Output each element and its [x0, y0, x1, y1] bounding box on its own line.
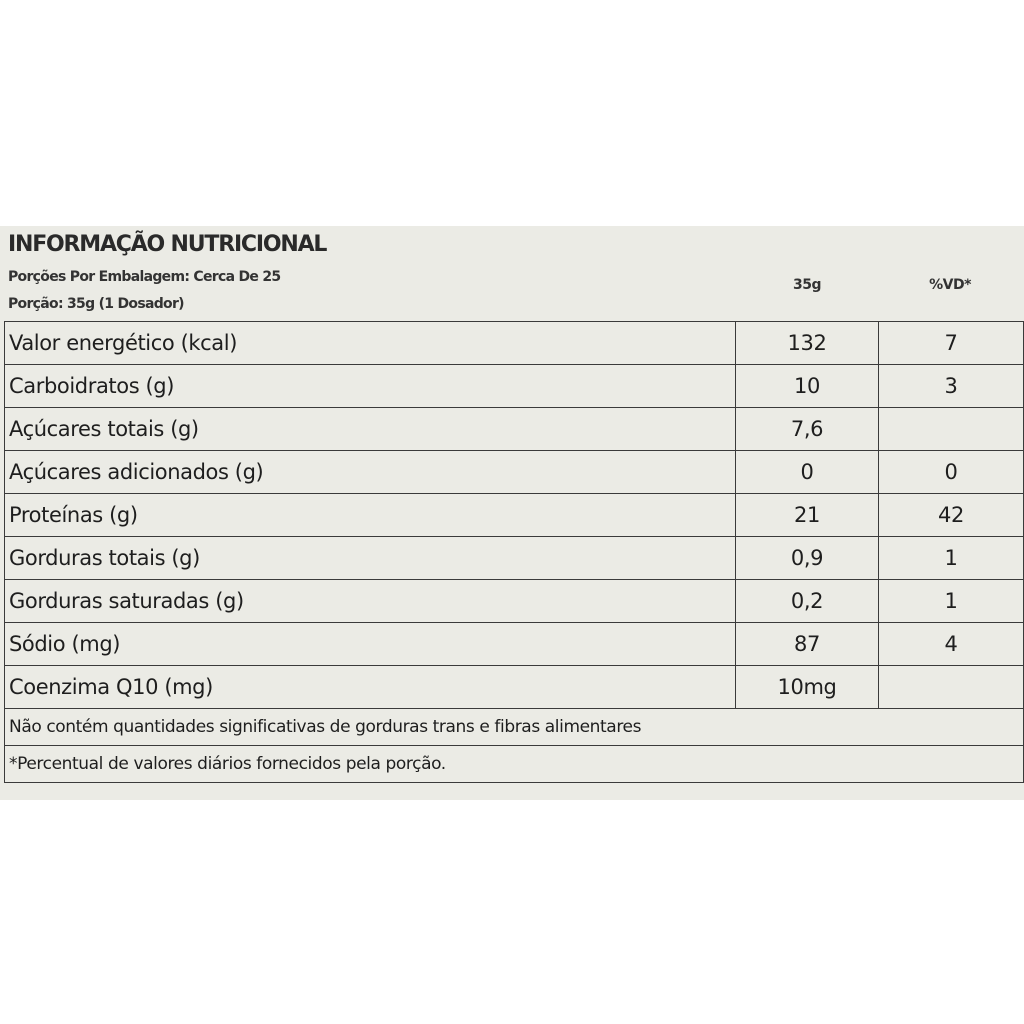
nutrient-name: Sódio (mg)	[5, 623, 736, 666]
nutrient-daily-value: 42	[879, 494, 1024, 537]
table-row	[5, 322, 1024, 365]
nutrient-name: Açúcares totais (g)	[5, 408, 736, 451]
nutrient-daily-value: 0	[879, 451, 1024, 494]
nutrient-amount: 132	[736, 322, 879, 365]
table-row	[5, 408, 1024, 451]
nutrient-name: Gorduras totais (g)	[5, 537, 736, 580]
column-header-amount: 35g	[792, 277, 821, 293]
table-row	[5, 580, 1024, 623]
nutrient-name: Coenzima Q10 (mg)	[5, 666, 736, 709]
nutrient-name: Açúcares adicionados (g)	[5, 451, 736, 494]
nutrient-name: Valor energético (kcal)	[5, 322, 736, 365]
nutrient-amount: 87	[736, 623, 879, 666]
footnote-not-significant: Não contém quantidades significativas de gorduras trans e fibras alimentares	[5, 709, 1024, 746]
nutrition-table	[4, 321, 1024, 783]
footnote-row	[5, 746, 1024, 783]
nutrient-name: Gorduras saturadas (g)	[5, 580, 736, 623]
column-header-daily-value: %VD*	[929, 277, 971, 293]
nutrient-amount: 0	[736, 451, 879, 494]
nutrient-daily-value: 1	[879, 537, 1024, 580]
servings-per-package: Porções Por Embalagem: Cerca De 25	[8, 269, 281, 285]
footnote-daily-value: *Percentual de valores diários fornecidos pela porção.	[5, 746, 1024, 783]
table-row	[5, 365, 1024, 408]
table-row	[5, 666, 1024, 709]
nutrient-daily-value: 7	[879, 322, 1024, 365]
nutrition-facts-panel	[0, 226, 1024, 800]
nutrient-daily-value: 4	[879, 623, 1024, 666]
nutrient-amount: 21	[736, 494, 879, 537]
footnote-row	[5, 709, 1024, 746]
table-row	[5, 494, 1024, 537]
table-row	[5, 451, 1024, 494]
nutrient-name: Proteínas (g)	[5, 494, 736, 537]
nutrient-daily-value: 1	[879, 580, 1024, 623]
nutrition-title: INFORMAÇÃO NUTRICIONAL	[8, 232, 327, 257]
nutrient-amount: 0,9	[736, 537, 879, 580]
nutrient-name: Carboidratos (g)	[5, 365, 736, 408]
nutrient-amount: 10mg	[736, 666, 879, 709]
nutrient-daily-value	[879, 666, 1024, 709]
serving-size: Porção: 35g (1 Dosador)	[8, 296, 184, 312]
table-row	[5, 537, 1024, 580]
nutrient-daily-value	[879, 408, 1024, 451]
nutrient-amount: 0,2	[736, 580, 879, 623]
nutrient-amount: 7,6	[736, 408, 879, 451]
nutrient-amount: 10	[736, 365, 879, 408]
table-row	[5, 623, 1024, 666]
nutrient-daily-value: 3	[879, 365, 1024, 408]
